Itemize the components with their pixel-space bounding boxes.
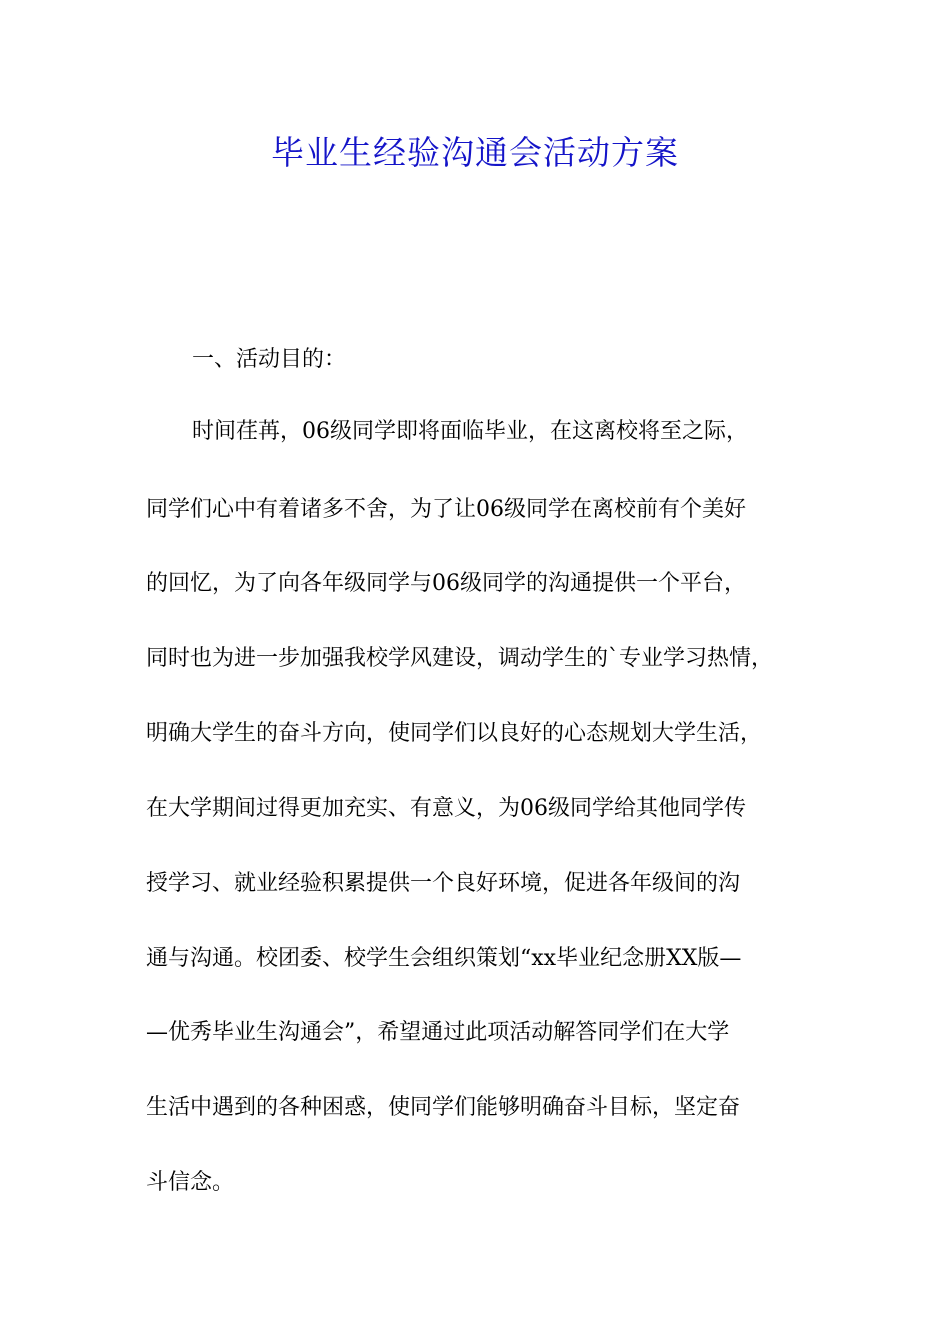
paragraph-line: 同时也为进一步加强我校学风建设，调动学生的`专业学习热情，: [146, 646, 774, 671]
paragraph-line: 斗信念。: [146, 1170, 235, 1195]
section-heading: 一、活动目的：: [192, 347, 347, 372]
document-title: 毕业生经验沟通会活动方案: [271, 133, 679, 172]
paragraph-line: 时间荏苒，06级同学即将面临毕业，在这离校将至之际，: [192, 419, 748, 444]
paragraph-line: 明确大学生的奋斗方向，使同学们以良好的心态规划大学生活，: [146, 721, 763, 746]
paragraph-line: 的回忆，为了向各年级同学与06级同学的沟通提供一个平台，: [146, 571, 746, 596]
paragraph-line: 通与沟通。校团委、校学生会组织策划“xx毕业纪念册XX版—: [146, 946, 742, 971]
paragraph-line: 在大学期间过得更加充实、有意义，为06级同学给其他同学传: [146, 796, 746, 821]
paragraph-line: 授学习、就业经验积累提供一个良好环境，促进各年级间的沟: [146, 871, 741, 896]
paragraph-line: —优秀毕业生沟通会”，希望通过此项活动解答同学们在大学: [146, 1020, 730, 1045]
paragraph-line: 生活中遇到的各种困惑，使同学们能够明确奋斗目标，坚定奋: [146, 1095, 741, 1120]
paragraph-line: 同学们心中有着诸多不舍，为了让06级同学在离校前有个美好: [146, 497, 746, 522]
